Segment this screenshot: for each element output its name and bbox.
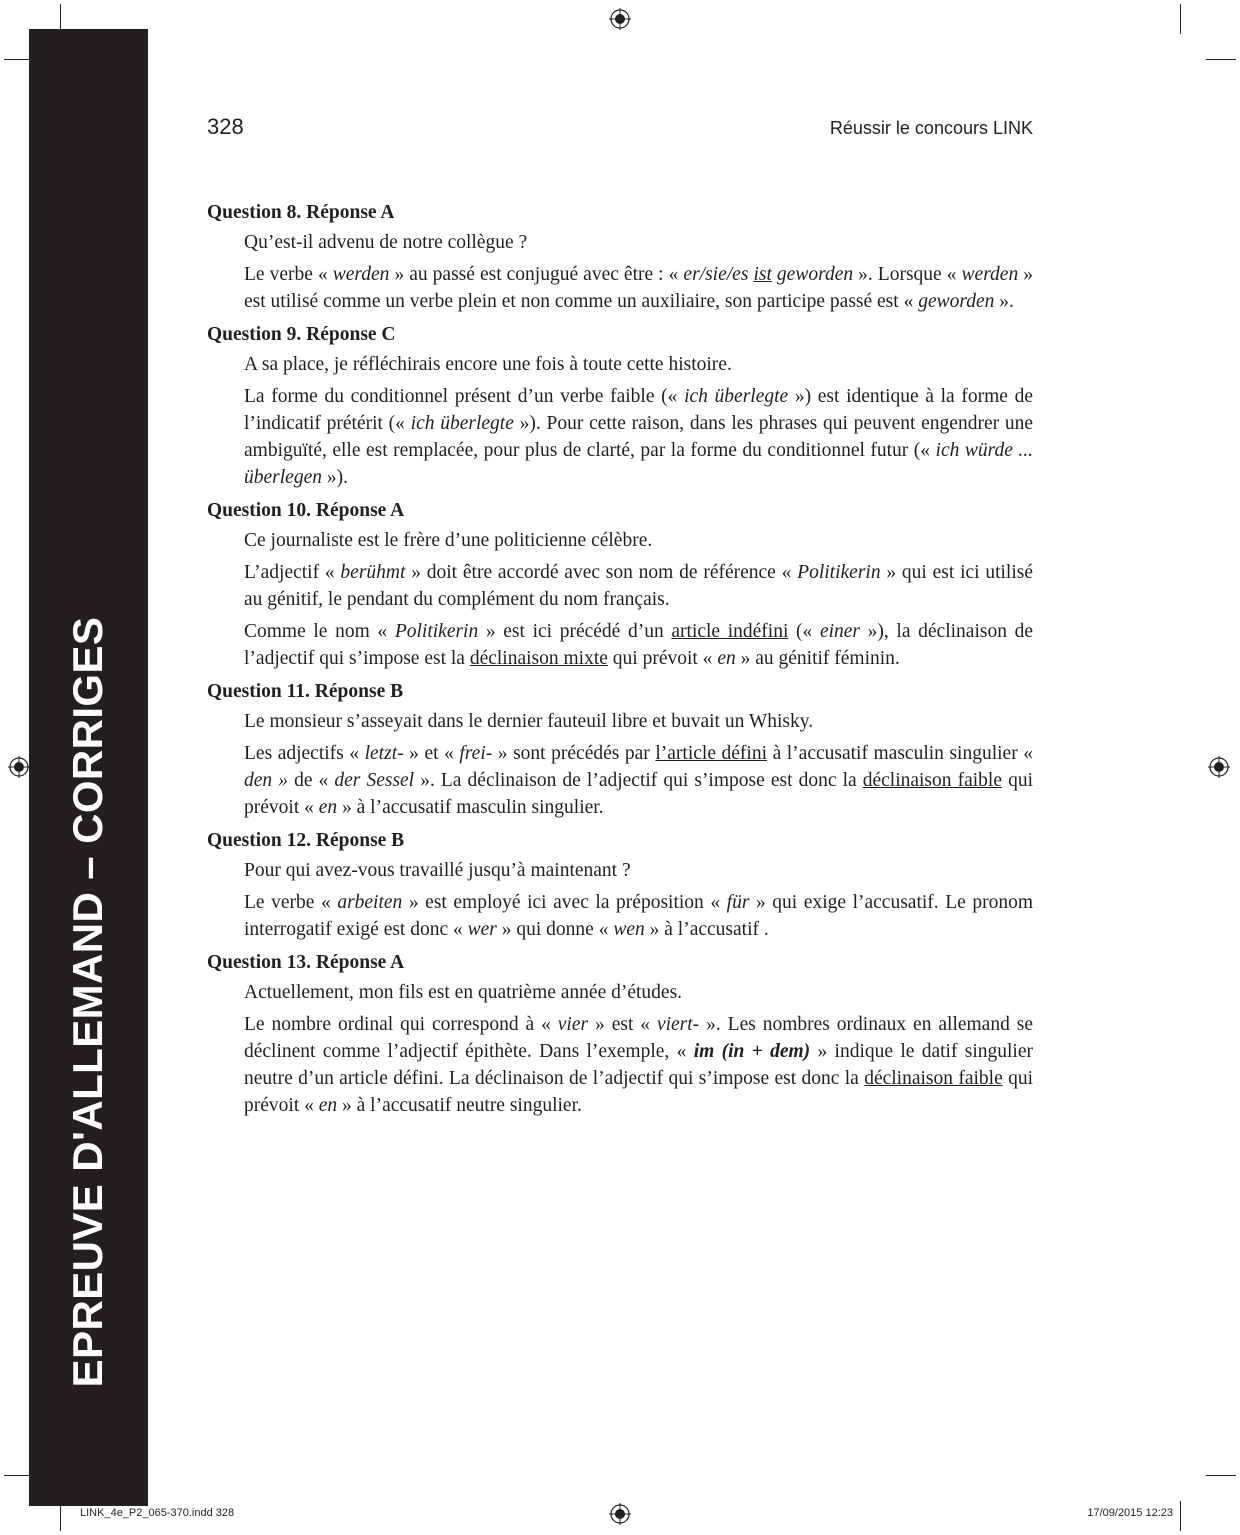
- question-block: [207, 321, 1033, 491]
- question-explanation: [244, 889, 1033, 943]
- text-run: » sont précédés par: [492, 743, 656, 764]
- text-run: Comme le nom «: [244, 621, 395, 642]
- text-run: der Sessel: [334, 770, 415, 791]
- question-block: [207, 497, 1033, 672]
- text-run: ». Les nombres ordinaux en allemand se déclinent comme l’adjectif épithète. Dans l’exemple, «: [244, 1014, 1033, 1062]
- question-title: Question 8. Réponse A: [207, 202, 395, 223]
- text-run: » indique le datif singulier neutre d’un article défini. La déclinaison de l’adjectif qui s’impose est donc la: [244, 1041, 1034, 1089]
- question-sentence: [244, 979, 1033, 1006]
- registration-mark-right: [1208, 756, 1230, 778]
- text-run: qui prévoit «: [244, 1068, 1034, 1116]
- question-sentence: [244, 229, 1033, 256]
- text-run: Politikerin: [394, 621, 479, 642]
- text-run: l’article défini: [655, 743, 768, 764]
- text-run: qui prévoit «: [607, 648, 718, 669]
- text-run: den »: [244, 770, 288, 791]
- text-run: La forme du conditionnel présent d’un verbe faible («: [244, 386, 685, 407]
- text-run: für: [726, 892, 750, 913]
- question-block: [207, 827, 1033, 943]
- text-run: Qu’est-il advenu de notre collègue ?: [244, 232, 528, 253]
- text-run: Politikerin: [797, 562, 881, 583]
- registration-mark-bottom: [609, 1503, 631, 1525]
- text-run: arbeiten: [337, 892, 403, 913]
- text-run: Le verbe «: [244, 892, 338, 913]
- text-run: ich überlegte: [684, 386, 789, 407]
- text-run: viert-: [656, 1014, 700, 1035]
- text-run: » est «: [588, 1014, 657, 1035]
- text-run: » à l’accusatif .: [644, 919, 769, 940]
- question-sentence: [244, 857, 1033, 884]
- registration-mark-left: [8, 756, 30, 778]
- text-run: Les adjectifs «: [244, 743, 365, 764]
- text-run: déclinaison mixte: [469, 648, 608, 669]
- text-run: ». Lorsque «: [853, 264, 962, 285]
- footer-date-slug: 17/09/2015 12:23: [1087, 1507, 1173, 1519]
- question-title: Question 13. Réponse A: [207, 952, 405, 973]
- text-run: ich würde ... überlegen: [244, 440, 1033, 488]
- page-number: 328: [207, 114, 244, 139]
- question-explanation: [244, 559, 1033, 613]
- text-run: »), la déclinaison de l’adjectif qui s’impose est la: [244, 621, 1033, 669]
- text-run: ». La déclinaison de l’adjectif qui s’impose est donc la: [414, 770, 863, 791]
- text-run: geworden: [918, 291, 995, 312]
- text-run: » doit être accordé avec son nom de référence «: [405, 562, 798, 583]
- question-block: [207, 949, 1033, 1119]
- text-run: Actuellement, mon fils est en quatrième année d’études.: [244, 982, 683, 1003]
- question-explanation: [244, 740, 1033, 821]
- question-explanation: [244, 618, 1033, 672]
- text-run: geworden: [771, 264, 854, 285]
- text-run: ».: [994, 291, 1014, 312]
- text-run: L’adjectif «: [244, 562, 341, 583]
- text-run: » est utilisé comme un verbe plein et non comme un auxiliaire, son participe passé est «: [244, 264, 1034, 312]
- question-title: Question 9. Réponse C: [207, 324, 396, 345]
- text-run: frei-: [459, 743, 493, 764]
- text-run: qui prévoit «: [244, 770, 1033, 818]
- text-run: en: [318, 1095, 338, 1116]
- text-run: » qui exige l’accusatif. Le pronom interrogatif exigé est donc «: [244, 892, 1033, 940]
- text-run: Le monsieur s’asseyait dans le dernier fauteuil libre et buvait un Whisky.: [244, 711, 814, 732]
- text-run: en: [318, 797, 338, 818]
- text-run: en: [717, 648, 736, 669]
- text-run: letzt-: [364, 743, 404, 764]
- question-title: Question 10. Réponse A: [207, 500, 405, 521]
- text-run: er/sie/es: [683, 264, 754, 285]
- text-run: berühmt: [340, 562, 406, 583]
- text-run: Ce journaliste est le frère d’une politicienne célèbre.: [244, 530, 653, 551]
- text-run: déclinaison faible: [864, 1068, 1003, 1089]
- question-sentence: [244, 708, 1033, 735]
- crop-mark-bottom-right-h: [1206, 1475, 1236, 1476]
- text-run: » qui donne «: [496, 919, 614, 940]
- text-run: werden: [961, 264, 1019, 285]
- registration-mark-top: [609, 8, 631, 30]
- footer-file-slug: LINK_4e_P2_065-370.indd 328: [80, 1507, 235, 1519]
- text-run: wer: [467, 919, 497, 940]
- crop-mark-top-right-v: [1180, 4, 1181, 34]
- running-header-title: Réussir le concours LINK: [829, 118, 1033, 138]
- text-run: vier: [557, 1014, 589, 1035]
- text-run: » et «: [403, 743, 460, 764]
- text-run: à l’accusatif masculin singulier «: [767, 743, 1034, 764]
- text-run: Le verbe «: [244, 264, 333, 285]
- text-run: im (in + dem): [693, 1041, 811, 1062]
- text-run: » est employé ici avec la préposition «: [402, 892, 727, 913]
- crop-mark-bottom-right-v: [1180, 1501, 1181, 1531]
- text-run: »).: [321, 467, 348, 488]
- text-run: wen: [613, 919, 645, 940]
- text-run: ist: [753, 264, 772, 285]
- question-explanation: [244, 1011, 1033, 1119]
- text-run: ich überlegte: [410, 413, 514, 434]
- text-run: » est ici précédé d’un: [478, 621, 672, 642]
- text-run: » à l’accusatif neutre singulier.: [337, 1095, 582, 1116]
- question-sentence: [244, 351, 1033, 378]
- text-run: » au génitif féminin.: [735, 648, 900, 669]
- text-run: A sa place, je réfléchirais encore une fois à toute cette histoire.: [244, 354, 732, 375]
- question-sentence: [244, 527, 1033, 554]
- text-run: Le nombre ordinal qui correspond à «: [244, 1014, 558, 1035]
- question-explanation: [244, 261, 1033, 315]
- text-run: » qui est ici utilisé au génitif, le pendant du complément du nom français.: [244, 562, 1034, 610]
- text-run: werden: [332, 264, 390, 285]
- text-run: de «: [287, 770, 335, 791]
- section-side-tab-label: EPREUVE D'ALLEMAND – CORRIGES: [64, 616, 111, 1388]
- question-title: Question 11. Réponse B: [207, 681, 404, 702]
- text-run: article indéfini: [671, 621, 789, 642]
- question-block: [207, 199, 1033, 315]
- crop-mark-top-right-h: [1206, 59, 1236, 60]
- question-title: Question 12. Réponse B: [207, 830, 405, 851]
- text-run: («: [788, 621, 820, 642]
- text-run: »). Pour cette raison, dans les phrases qui peuvent engendrer une ambiguïté, elle est remplacée, pour plus de clarté, par la forme du conditionnel futur («: [244, 413, 1033, 461]
- question-block: [207, 678, 1033, 821]
- text-run: einer: [819, 621, 861, 642]
- text-run: déclinaison faible: [862, 770, 1002, 791]
- text-run: » au passé est conjugué avec être : «: [389, 264, 684, 285]
- question-explanation: [244, 383, 1033, 491]
- text-run: » à l’accusatif masculin singulier.: [337, 797, 604, 818]
- text-run: Pour qui avez-vous travaillé jusqu’à maintenant ?: [244, 860, 631, 881]
- answers-content: [207, 199, 1033, 1125]
- text-run: ») est identique à la forme de l’indicatif prétérit («: [244, 386, 1033, 434]
